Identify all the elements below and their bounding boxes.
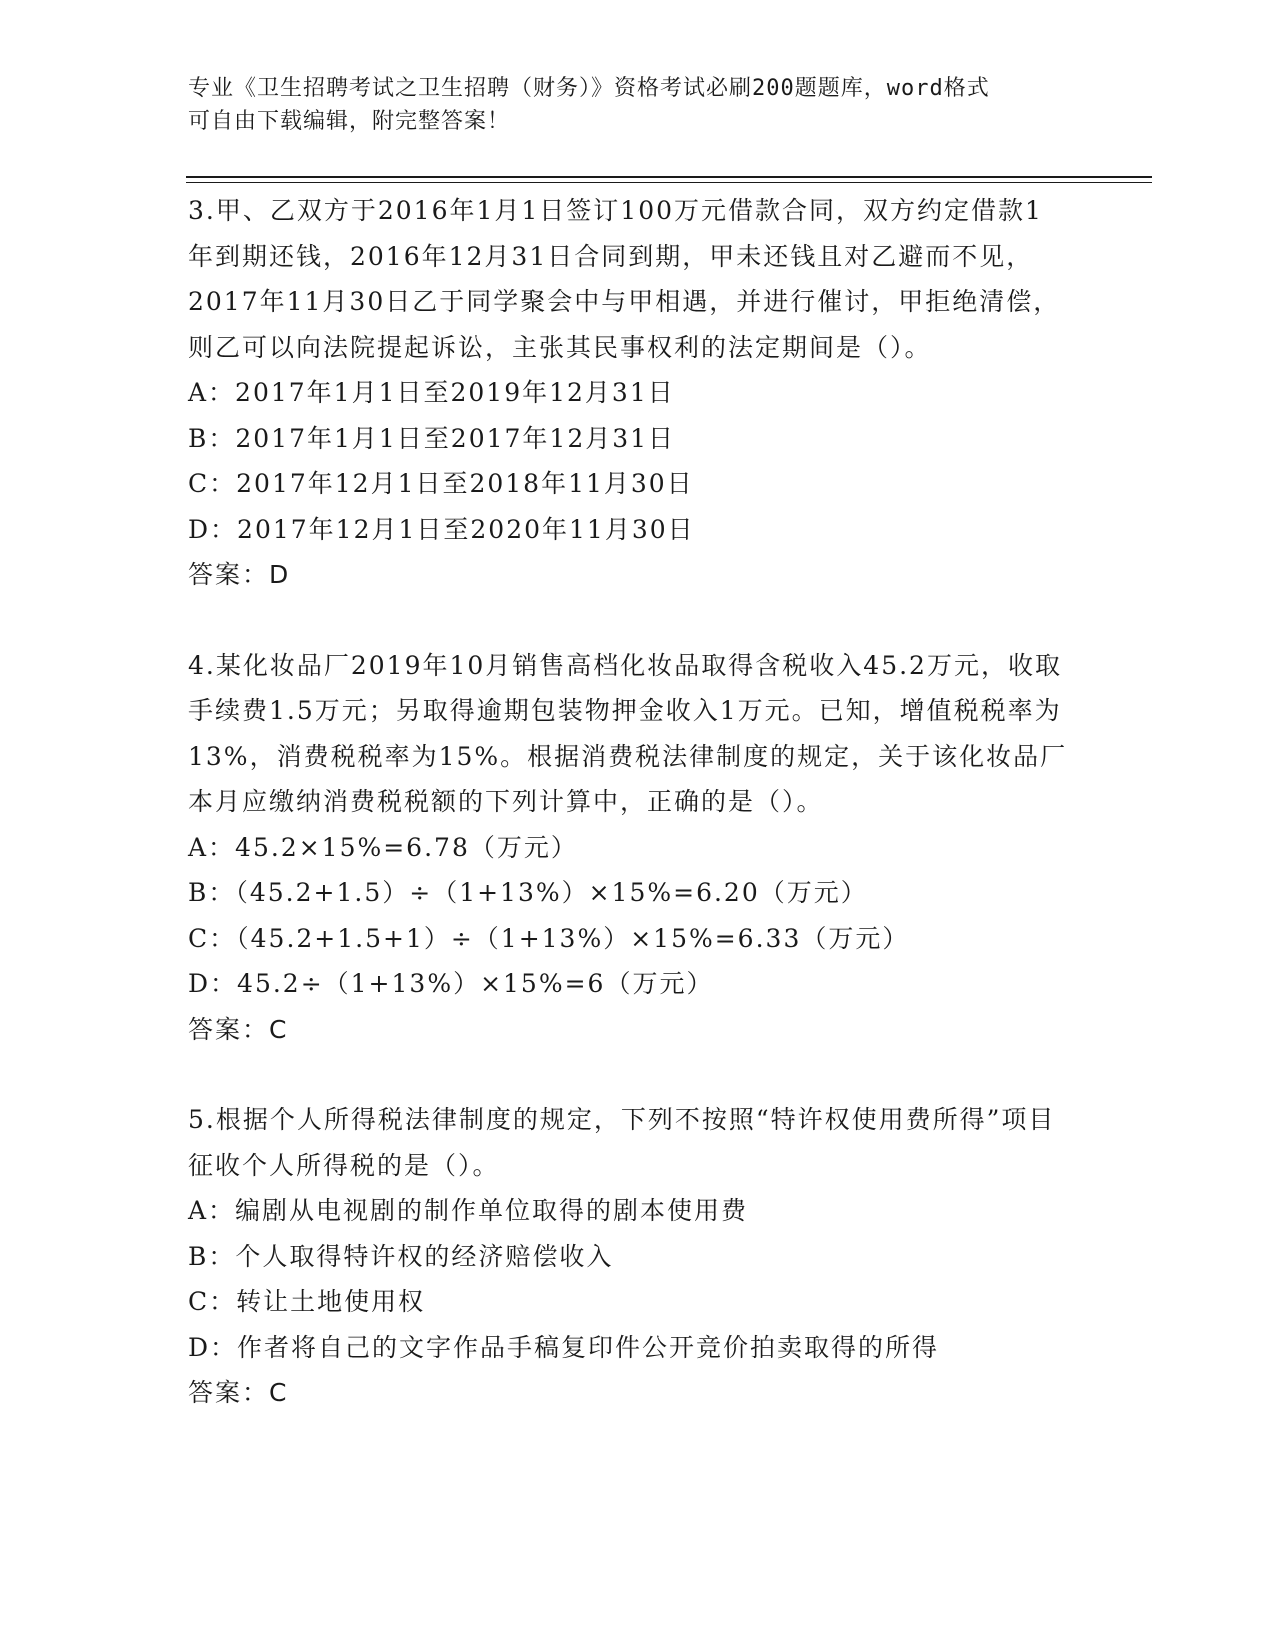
question-5: [188, 1097, 1068, 1416]
answer-line: 答案：C: [188, 1014, 289, 1044]
question-stem: 5.根据个人所得税法律制度的规定，下列不按照“特许权使用费所得”项目征收个人所得税的是（）。: [188, 1105, 1056, 1180]
option-a: A：编剧从电视剧的制作单位取得的剧本使用费: [188, 1196, 749, 1225]
question-stem: 3.甲、乙双方于2016年1月1日签订100万元借款合同，双方约定借款1年到期还钱，2016年12月31日合同到期，甲未还钱且对乙避而不见，2017年11月30日乙于同学聚会中与甲相遇，并进行催讨，甲拒绝清偿，则乙可以向法院提起诉讼，主张其民事权利的法定期间是（）。: [188, 196, 1061, 362]
header-line-1: 专业《卫生招聘考试之卫生招聘（财务）》资格考试必刷200题题库，word格式: [188, 76, 990, 101]
option-d: D：45.2÷（1+13%）×15%=6（万元）: [188, 969, 714, 998]
option-b: B：2017年1月1日至2017年12月31日: [188, 423, 676, 453]
question-stem: 4.某化妆品厂2019年10月销售高档化妆品取得含税收入45.2万元，收取手续费1.5万元；另取得逾期包装物押金收入1万元。已知，增值税税率为13%，消费税税率为15%。根据消费税法律制度的规定，关于该化妆品厂本月应缴纳消费税税额的下列计算中，正确的是（）。: [188, 650, 1068, 816]
option-c: C：2017年12月1日至2018年11月30日: [188, 469, 694, 498]
question-list: [188, 188, 1068, 1461]
option-a: A：45.2×15%=6.78（万元）: [188, 832, 578, 862]
question-3: [188, 188, 1068, 598]
option-b: B：（45.2+1.5）÷（1+13%）×15%=6.20（万元）: [188, 878, 868, 907]
option-a: A：2017年1月1日至2019年12月31日: [188, 378, 675, 407]
option-d: D：2017年12月1日至2020年11月30日: [188, 514, 695, 544]
option-b: B：个人取得特许权的经济赔偿收入: [188, 1241, 614, 1271]
option-d: D：作者将自己的文字作品手稿复印件公开竞价拍卖取得的所得: [188, 1332, 940, 1362]
document-header: [188, 72, 1088, 138]
header-rule-thick: [186, 176, 1152, 178]
header-rule-thin: [186, 182, 1152, 183]
answer-line: 答案：C: [188, 1378, 289, 1407]
header-line-2: 可自由下载编辑，附完整答案！: [188, 109, 511, 134]
answer-line: 答案：D: [188, 560, 291, 589]
option-c: C：（45.2+1.5+1）÷（1+13%）×15%=6.33（万元）: [188, 923, 910, 953]
question-4: [188, 643, 1068, 1053]
option-c: C：转让土地使用权: [188, 1287, 426, 1316]
